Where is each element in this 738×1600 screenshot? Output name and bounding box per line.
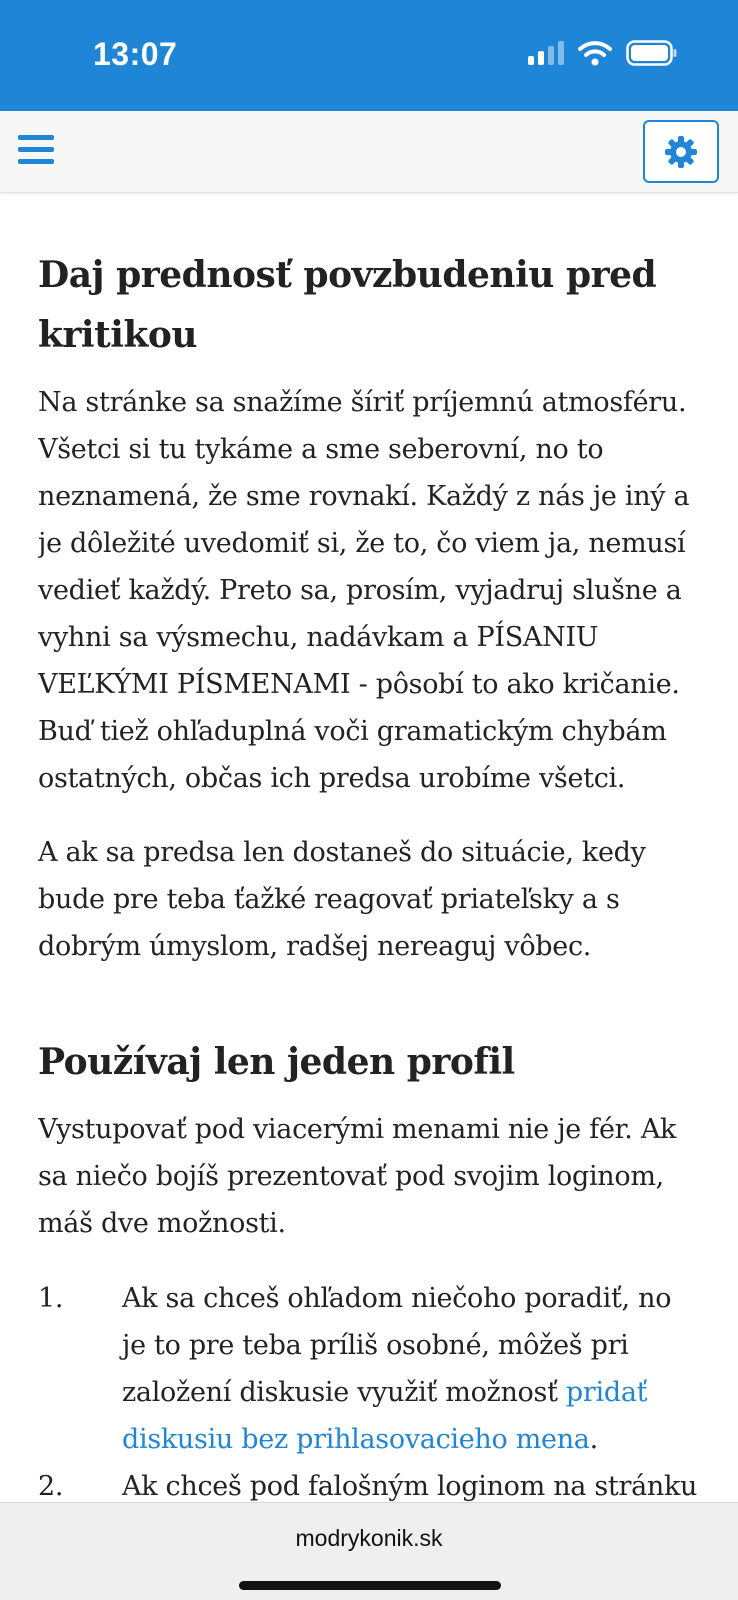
list-item (38, 1463, 702, 1502)
battery-icon (626, 40, 678, 66)
options-list (38, 1275, 702, 1502)
section-heading-one-profile: Používaj len jeden profil (38, 1041, 515, 1083)
paragraph: Vystupovať pod viacerými menami nie je fér. Ak sa niečo bojíš prezentovať pod svojim loginom, máš dve možnosti. (38, 1114, 677, 1239)
home-indicator[interactable] (239, 1581, 501, 1590)
top-navbar (0, 111, 738, 193)
article-content (38, 193, 702, 1502)
list-number: 2. (38, 1471, 64, 1502)
list-text-end: . (589, 1424, 598, 1455)
settings-button[interactable] (643, 120, 719, 183)
status-bar (0, 0, 738, 111)
paragraph: A ak sa predsa len dostaneš do situácie, kedy bude pre teba ťažké reagovať priateľsky a s dobrým úmyslom, radšej nereaguj vôbec. (38, 837, 646, 962)
url-text[interactable]: modrykonik.sk (295, 1525, 443, 1551)
status-time: 13:07 (93, 36, 178, 72)
hamburger-menu-icon[interactable] (18, 135, 54, 167)
anonymous-discussion-link[interactable]: pridať diskusiu bez prihlasovacieho mena (122, 1377, 648, 1455)
list-text: Ak chceš pod falošným loginom na stránku (122, 1471, 698, 1502)
list-number: 1. (38, 1283, 64, 1314)
list-text: Ak sa chceš ohľadom niečoho poradiť, no je to pre teba príliš osobné, môžeš pri založení diskusie využiť možnosť (122, 1283, 672, 1408)
section-heading-encouragement: Daj prednosť povzbudeniu pred kritikou (38, 254, 657, 356)
list-item (38, 1275, 702, 1463)
signal-icon (528, 41, 564, 65)
status-icons (528, 40, 678, 66)
paragraph: Na stránke sa snažíme šíriť príjemnú atmosféru. Všetci si tu tykáme a sme seberovní, no to neznamená, že sme rovnakí. Každý z nás je iný a je dôležité uvedomiť si, že to, čo viem ja, nemusí vedieť každý. Preto sa, prosím, vyjadruj slušne a vyhni sa výsmechu, nadávkam a PÍSANIU VEĽKÝMI PÍSMENAMI - pôsobí to ako kričanie. Buď tiež ohľaduplná voči gramatickým chybám ostatných, občas ich predsa urobíme všetci. (38, 387, 690, 794)
gear-icon (663, 134, 699, 170)
wifi-icon (578, 40, 612, 66)
browser-address-bar[interactable] (0, 1502, 738, 1600)
